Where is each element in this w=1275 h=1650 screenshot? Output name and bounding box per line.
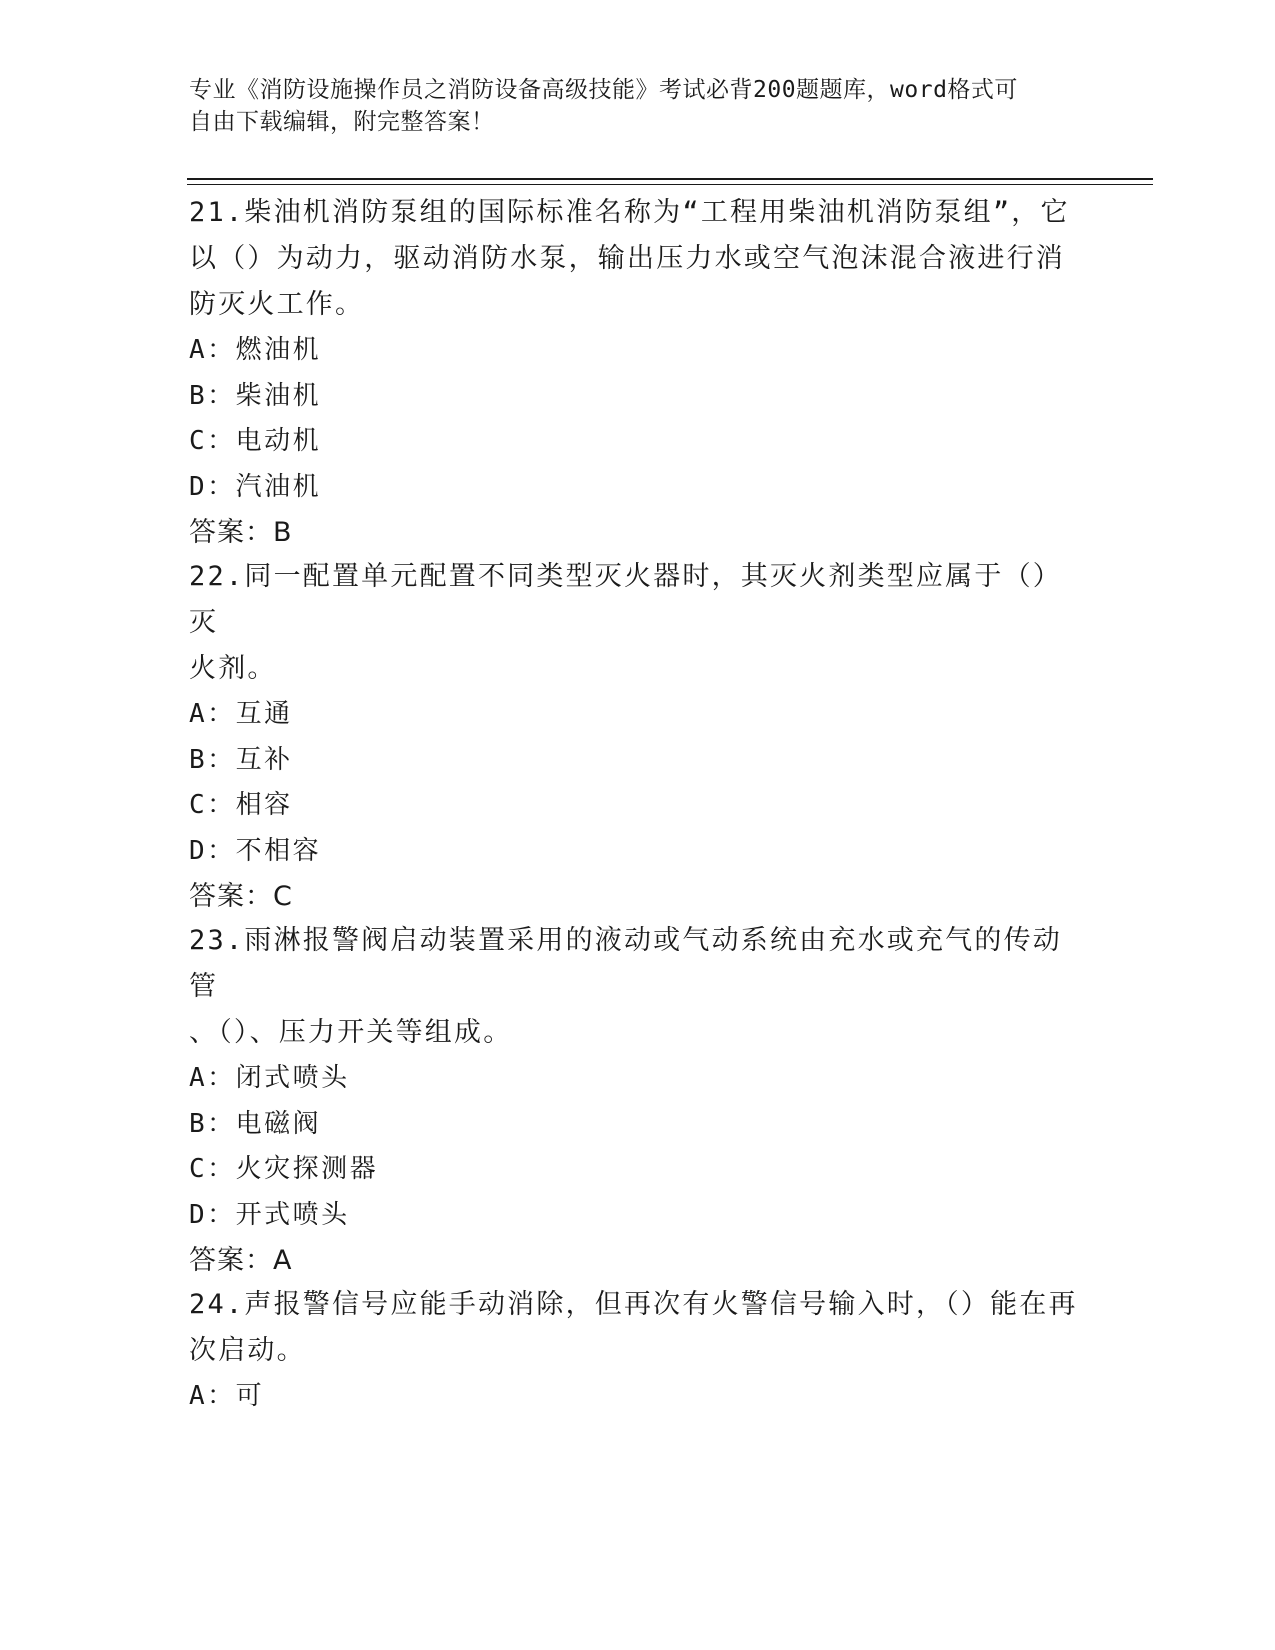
option-d: D：汽油机 [189,471,322,502]
question-23 [189,918,1089,1282]
question-list [189,190,1089,1646]
header-line-1: 专业《消防设施操作员之消防设备高级技能》考试必背200题题库，word格式可 [189,77,1018,103]
stem-line: 以（）为动力，驱动消防水泵，输出压力水或空气泡沫混合液进行消 [189,243,1065,274]
stem-line: 次启动。 [189,1335,306,1366]
option-d: D：不相容 [189,835,322,866]
question-24 [189,1282,1089,1646]
stem-line: 21.柴油机消防泵组的国际标准名称为“工程用柴油机消防泵组”，它 [189,197,1070,228]
stem-line: 23.雨淋报警阀启动装置采用的液动或气动系统由充水或充气的传动管 [189,925,1062,1002]
header-divider-thick [187,178,1153,180]
stem-line: 22.同一配置单元配置不同类型灭火器时，其灭火剂类型应属于（）灭 [189,561,1062,638]
answer-line: 答案：B [189,517,293,548]
stem-line: 24.声报警信号应能手动消除，但再次有火警信号输入时，（）能在再 [189,1289,1078,1320]
question-21 [189,190,1089,554]
stem-line: 火剂。 [189,653,277,684]
option-a: A：燃油机 [189,335,322,365]
answer-line: 答案：C [189,881,293,912]
option-c: C：相容 [189,790,293,820]
option-b: B：柴油机 [189,380,322,411]
option-a: A：互通 [189,699,293,729]
option-a: A：闭式喷头 [189,1063,350,1093]
answer-line: 答案：A [189,1245,293,1276]
stem-line: 防灭火工作。 [189,289,365,320]
option-b: B：电磁阀 [189,1108,322,1139]
option-c: C：电动机 [189,426,322,456]
option-d: D：开式喷头 [189,1199,350,1230]
option-a: A：可 [189,1381,265,1411]
option-b: B：互补 [189,744,293,775]
stem-line: 、（）、压力开关等组成。 [189,1017,513,1048]
question-stem [189,190,1089,328]
question-stem [189,918,1089,1056]
question-22 [189,554,1089,918]
header-line-2: 自由下载编辑，附完整答案！ [189,109,495,135]
question-stem [189,554,1089,692]
option-c: C：火灾探测器 [189,1154,379,1184]
document-header [189,74,1069,138]
question-stem [189,1282,1089,1374]
header-divider-thin [187,184,1153,185]
